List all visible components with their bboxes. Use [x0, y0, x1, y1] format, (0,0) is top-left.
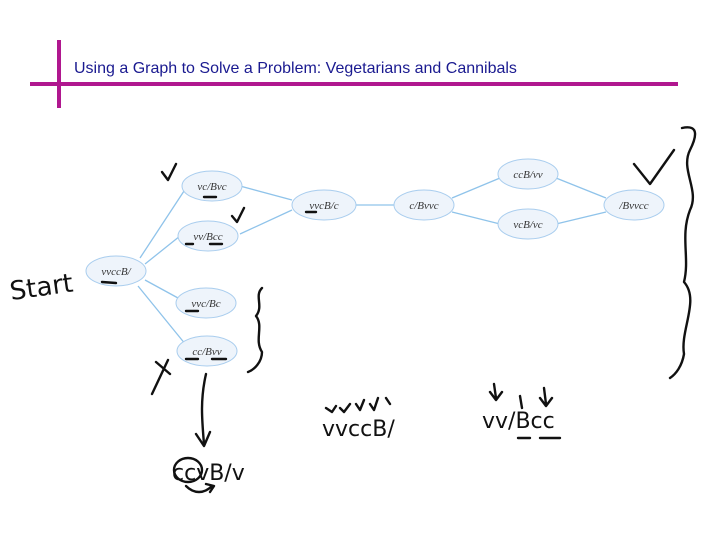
ink-cross-mark — [152, 360, 170, 394]
edge-start-n1 — [140, 188, 186, 258]
ink-start-label: Start — [7, 268, 75, 308]
slide-title: Using a Graph to Solve a Problem: Vegetarians and Cannibals — [74, 60, 517, 77]
node-vvcB-c — [292, 190, 356, 220]
node-start-label: vvccB/ — [101, 266, 131, 278]
node-vvc-Bc-label: vvc/Bc — [191, 298, 221, 310]
node-vvcB-c-label: vvcB/c — [309, 200, 339, 212]
node-ccB-vv-label: ccB/vv — [513, 169, 543, 181]
edge-start-n2 — [145, 236, 180, 264]
ink-check-middle — [232, 208, 244, 222]
ink-bracket-large — [670, 127, 695, 378]
node-goal — [604, 190, 664, 220]
node-vv-Bcc-label: vv/Bcc — [193, 231, 223, 243]
edge-n7-goal — [556, 178, 606, 198]
node-vcB-vc-label: vcB/vc — [513, 219, 543, 231]
graph-edges — [138, 178, 606, 345]
ink-note-right: vv/Bcc — [482, 409, 555, 434]
node-vv-Bcc — [178, 221, 238, 251]
ink-underline-start — [102, 282, 116, 283]
node-c-Bvvc-label: c/Bvvc — [409, 200, 439, 212]
ink-arrows-right — [490, 384, 552, 408]
ink-bracket-small — [248, 288, 262, 372]
edge-n2-n5 — [240, 210, 292, 234]
ink-arrow-down — [196, 374, 210, 446]
node-vvc-Bc — [176, 288, 236, 318]
edge-start-n4 — [138, 286, 186, 345]
edge-n8-goal — [556, 212, 606, 224]
ink-check-top — [162, 164, 176, 180]
edge-start-n3 — [145, 280, 178, 298]
ink-annotations — [8, 127, 695, 492]
ink-note-bottom-left: ccvB/v — [172, 461, 245, 486]
edge-n1-n5 — [240, 186, 292, 200]
node-cc-Bvv — [177, 336, 237, 366]
node-ccB-vv — [498, 159, 558, 189]
node-goal-label: /Bvvcc — [619, 200, 649, 212]
node-start — [86, 256, 146, 286]
edge-n6-n7 — [452, 178, 500, 198]
node-c-Bvvc — [394, 190, 454, 220]
edge-n6-n8 — [452, 212, 500, 224]
ink-check-goal — [634, 150, 674, 184]
node-cc-Bvv-label: cc/Bvv — [192, 346, 222, 358]
ink-note-middle: vvccB/ — [322, 417, 395, 442]
node-vcB-vc — [498, 209, 558, 239]
node-vc-Bvc-label: vc/Bvc — [197, 181, 227, 193]
ink-ticks-middle — [326, 398, 390, 412]
